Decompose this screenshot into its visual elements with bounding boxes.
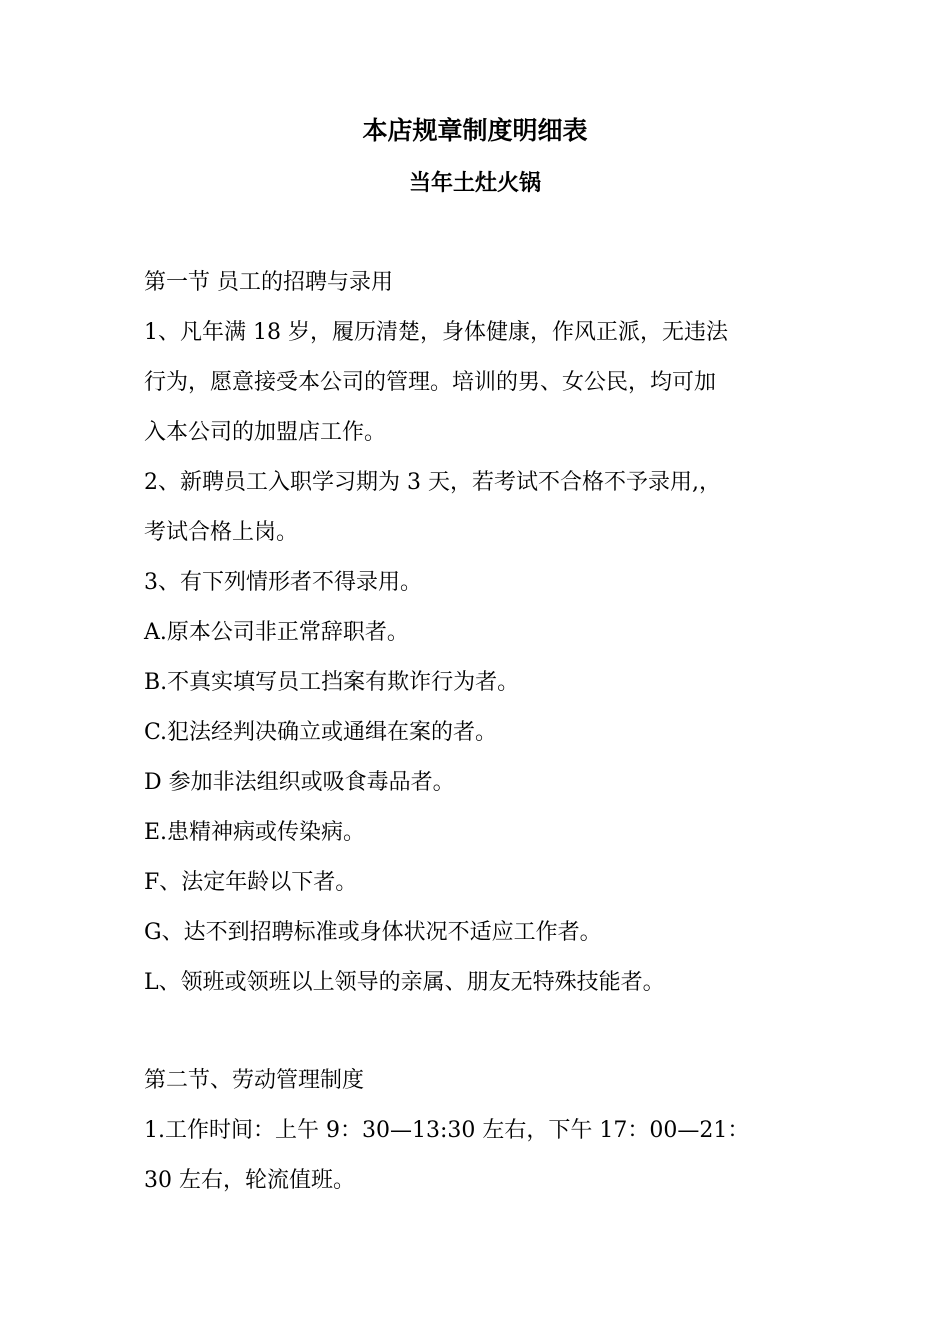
list-item: G、达不到招聘标准或身体状况不适应工作者。: [144, 920, 602, 945]
section-labor-management: [144, 1056, 812, 1206]
paragraph-line: 行为，愿意接受本公司的管理。培训的男、女公民，均可加: [144, 370, 717, 395]
paragraph-line: 1、凡年满 18 岁，履历清楚，身体健康，作风正派，无违法: [144, 320, 728, 345]
list-item: D 参加非法组织或吸食毒品者。: [144, 770, 455, 795]
list-item: B.不真实填写员工挡案有欺诈行为者。: [144, 670, 520, 695]
section-heading: 第二节、劳动管理制度: [144, 1068, 365, 1093]
list-item: F、法定年龄以下者。: [144, 870, 358, 895]
paragraph-line: 入本公司的加盟店工作。: [144, 420, 387, 445]
list-item: E.患精神病或传染病。: [144, 820, 366, 845]
list-item: L、领班或领班以上领导的亲属、朋友无特殊技能者。: [144, 970, 665, 995]
section-heading: 第一节 员工的招聘与录用: [144, 270, 393, 295]
document-subtitle: 当年土灶火锅: [408, 171, 541, 196]
list-item: A.原本公司非正常辞职者。: [144, 620, 409, 645]
paragraph-line: 2、新聘员工入职学习期为 3 天，若考试不合格不予录用,，: [144, 470, 721, 495]
list-item: C.犯法经判决确立或通缉在案的者。: [144, 720, 498, 745]
paragraph-line: 考试合格上岗。: [144, 520, 299, 545]
paragraph-line: 1.工作时间：上午 9：30—13:30 左右，下午 17：00—21：: [144, 1118, 750, 1143]
paragraph-line: 30 左右，轮流值班。: [144, 1168, 355, 1193]
paragraph-line: 3、有下列情形者不得录用。: [144, 570, 422, 595]
document-title: 本店规章制度明细表: [362, 116, 588, 145]
section-employee-recruitment: [144, 258, 812, 1008]
